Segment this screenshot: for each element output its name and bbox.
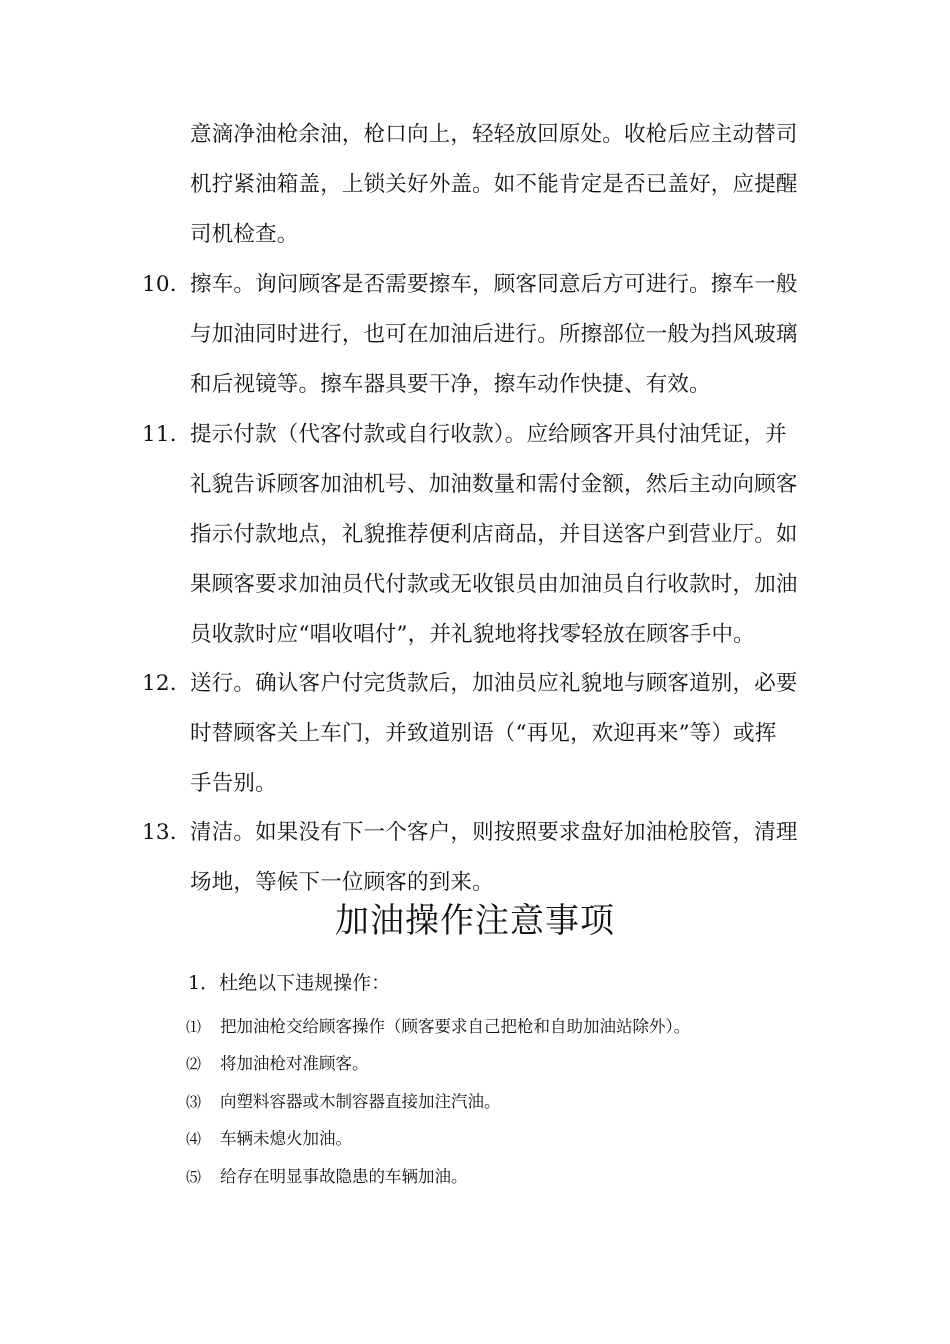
list-item bbox=[186, 1162, 468, 1192]
step-number: 13. bbox=[142, 820, 177, 845]
step-number: 11. bbox=[142, 422, 177, 447]
text-line: 果顾客要求加油员代付款或无收银员由加油员自行收款时，加油 bbox=[190, 572, 798, 597]
text-line: 礼貌告诉顾客加油机号、加油数量和需付金额，然后主动向顾客 bbox=[190, 472, 798, 497]
text-line: 意滴净油枪余油，枪口向上，轻轻放回原处。收枪后应主动替司 bbox=[190, 122, 798, 147]
text-line: 送行。确认客户付完货款后，加油员应礼貌地与顾客道别，必要 bbox=[190, 671, 798, 696]
list-marker: ⑴ bbox=[186, 1018, 202, 1036]
text-line: 与加油同时进行，也可在加油后进行。所擦部位一般为挡风玻璃 bbox=[190, 322, 798, 347]
step-number: 12. bbox=[142, 671, 177, 696]
subheading: 1．杜绝以下违规操作： bbox=[188, 972, 391, 994]
text-line: 手告别。 bbox=[190, 771, 277, 796]
list-marker: ⑷ bbox=[186, 1130, 202, 1148]
section-heading: 加油操作注意事项 bbox=[335, 901, 615, 941]
text-line: 场地，等候下一位顾客的到来。 bbox=[190, 870, 494, 895]
text-line: 擦车。询问顾客是否需要擦车，顾客同意后方可进行。擦车一般 bbox=[190, 272, 798, 297]
list-item bbox=[186, 1049, 369, 1079]
list-marker: ⑸ bbox=[186, 1168, 202, 1186]
text-line: 司机检查。 bbox=[190, 222, 299, 247]
text-line: 员收款时应“唱收唱付”，并礼貌地将找零轻放在顾客手中。 bbox=[190, 622, 755, 647]
text-line: 和后视镜等。擦车器具要干净，擦车动作快捷、有效。 bbox=[190, 372, 711, 397]
list-item-text: 将加油枪对准顾客。 bbox=[220, 1054, 369, 1073]
text-line: 清洁。如果没有下一个客户，则按照要求盘好加油枪胶管，清理 bbox=[190, 820, 798, 845]
step-12 bbox=[142, 659, 812, 809]
list-item-text: 把加油枪交给顾客操作（顾客要求自己把枪和自助加油站除外）。 bbox=[220, 1017, 691, 1036]
step-10 bbox=[142, 260, 812, 410]
text-line: 时替顾客关上车门，并致道别语（“再见，欢迎再来”等）或挥 bbox=[190, 721, 777, 746]
list-item bbox=[186, 1012, 690, 1042]
list-item-text: 向塑料容器或木制容器直接加注汽油。 bbox=[220, 1092, 501, 1111]
text-line: 机拧紧油箱盖，上锁关好外盖。如不能肯定是否已盖好，应提醒 bbox=[190, 172, 798, 197]
text-line: 指示付款地点，礼貌推荐便利店商品，并目送客户到营业厅。如 bbox=[190, 522, 798, 547]
list-item-text: 给存在明显事故隐患的车辆加油。 bbox=[220, 1167, 468, 1186]
continued-paragraph bbox=[142, 110, 812, 260]
list-item-text: 车辆未熄火加油。 bbox=[220, 1129, 352, 1148]
text-line: 提示付款（代客付款或自行收款）。应给顾客开具付油凭证，并 bbox=[190, 422, 787, 447]
step-11 bbox=[142, 410, 812, 660]
step-number: 10. bbox=[142, 272, 177, 297]
list-marker: ⑵ bbox=[186, 1055, 202, 1073]
list-item bbox=[186, 1087, 501, 1117]
list-item bbox=[186, 1124, 352, 1154]
list-marker: ⑶ bbox=[186, 1093, 202, 1111]
